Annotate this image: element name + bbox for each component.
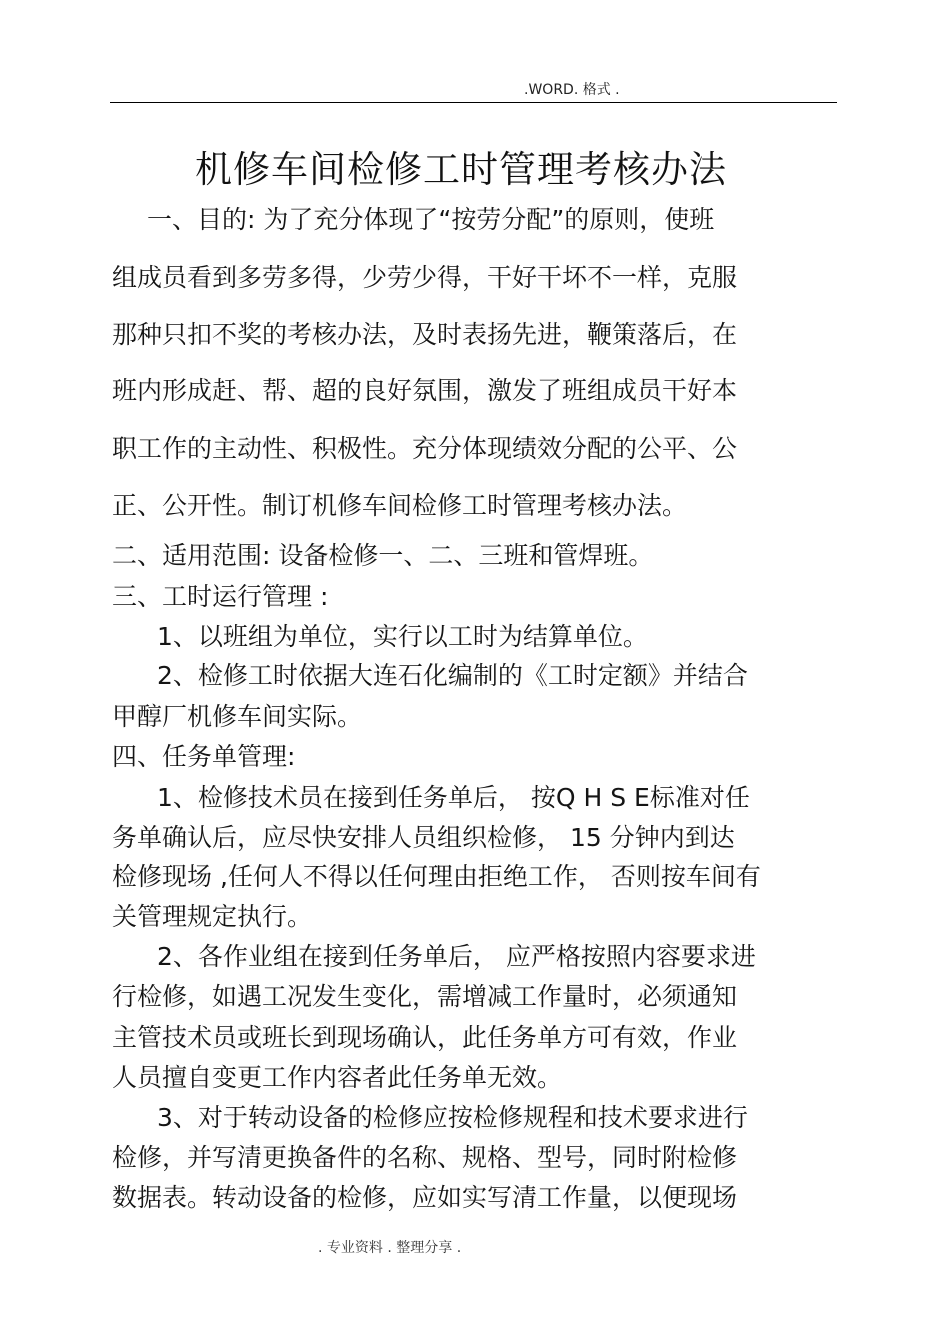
paragraph-line: 检修，并写清更换备件的名称、规格、型号，同时附检修 bbox=[112, 1143, 738, 1172]
paragraph-line: 班内形成赶、帮、超的良好氛围，激发了班组成员干好本 bbox=[112, 376, 738, 405]
paragraph-line: 甲醇厂机修车间实际。 bbox=[112, 702, 363, 731]
paragraph-line: 2、检修工时依据大连石化编制的《工时定额》并结合 bbox=[157, 661, 748, 690]
paragraph-line: 行检修，如遇工况发生变化，需增减工作量时，必须通知 bbox=[112, 982, 738, 1011]
section-heading: 三、工时运行管理 : bbox=[112, 582, 329, 611]
paragraph-line: 1、以班组为单位，实行以工时为结算单位。 bbox=[157, 622, 648, 651]
paragraph-line: 主管技术员或班长到现场确认，此任务单方可有效，作业 bbox=[112, 1023, 738, 1052]
paragraph-line: 一、目的: 为了充分体现了“按劳分配”的原则，使班 bbox=[147, 205, 715, 234]
header-rule bbox=[110, 102, 837, 103]
paragraph-line: 那种只扣不奖的考核办法，及时表扬先进，鞭策落后，在 bbox=[112, 320, 738, 349]
section-heading: 四、任务单管理: bbox=[112, 742, 296, 771]
paragraph-line: 数据表。转动设备的检修，应如实写清工作量，以便现场 bbox=[112, 1183, 738, 1212]
paragraph-line: 2、各作业组在接到任务单后， 应严格按照内容要求进 bbox=[157, 942, 756, 971]
paragraph-line: 检修现场 ,任何人不得以任何理由拒绝工作， 否则按车间有 bbox=[112, 862, 761, 891]
paragraph-line: 人员擅自变更工作内容者此任务单无效。 bbox=[112, 1063, 563, 1092]
paragraph-line: 关管理规定执行。 bbox=[112, 902, 313, 931]
document-title: 机修车间检修工时管理考核办法 bbox=[195, 148, 727, 191]
paragraph-line: 1、检修技术员在接到任务单后， 按Q H S E标准对任 bbox=[157, 783, 750, 812]
paragraph-line: 3、对于转动设备的检修应按检修规程和技术要求进行 bbox=[157, 1103, 748, 1132]
section-heading: 二、适用范围: 设备检修一、二、三班和管焊班。 bbox=[112, 541, 654, 570]
paragraph-line: 组成员看到多劳多得，少劳少得，干好干坏不一样，克服 bbox=[112, 263, 738, 292]
paragraph-line: 正、公开性。制订机修车间检修工时管理考核办法。 bbox=[112, 491, 688, 520]
paragraph-line: 职工作的主动性、积极性。充分体现绩效分配的公平、公 bbox=[112, 434, 738, 463]
paragraph-line: 务单确认后，应尽快安排人员组织检修， 15 分钟内到达 bbox=[112, 823, 735, 852]
page-header: .WORD. 格式 . bbox=[524, 82, 620, 98]
page-footer: . 专业资料 . 整理分享 . bbox=[318, 1240, 462, 1256]
